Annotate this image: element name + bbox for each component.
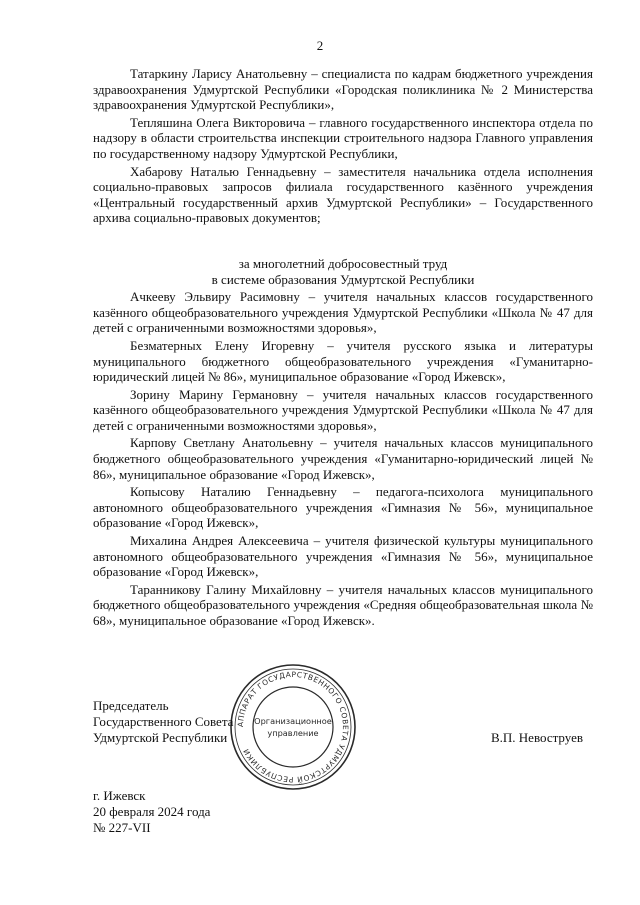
paragraph-kopysova: Копысову Наталию Геннадьевну – педагога-психолога муниципального автономного общеобразовательного учреждения «Гимназия № 56», муниципальное образование «Город Ижевск», [93,484,593,531]
paragraph-achkeeva: Ачкееву Эльвиру Расимовну – учителя начальных классов государственного казённого общеобразовательного учреждения Удмуртской Республики «Школа № 47 для детей с ограниченными возможностями здоровья», [93,289,593,336]
paragraph-tatarkina: Татаркину Ларису Анатольевну – специалиста по кадрам бюджетного учреждения здравоохранения Удмуртской Республики «Городская поликлиника № 2 Министерства здравоохранения Удмуртской Республики», [93,66,593,113]
paragraph-bezmaternykh: Безматерных Елену Игоревну – учителя русского языка и литературы муниципального бюджетного общеобразовательного учреждения «Гуманитарно-юридический лицей № 86», муниципальное образование «Город Ижевск», [93,337,593,385]
paragraph-karpova: Карпову Светлану Анатольевну – учителя начальных классов муниципального бюджетного общеобразовательного учреждения «Гуманитарно-юридический лицей № 86», муниципальное образование «Город Ижевск», [93,435,593,482]
section-heading-line-1: за многолетний добросовестный труд [238,255,448,271]
paragraph-mikhalin: Михалина Андрея Алексеевича – учителя физической культуры муниципального автономного общеобразовательного учреждения «Гимназия № 56», муниципальное образование «Город Ижевск», [93,533,593,580]
footer-city: г. Ижевск [93,788,146,803]
signature-block [93,698,593,746]
seal-center-line-1: Организационное [254,716,332,726]
signature-title-line-3: Удмуртской Республики [93,730,228,745]
seal-ring-textpath: АППАРАТ ГОСУДАРСТВЕННОГО СОВЕТА УДМУРТСКОЙ РЕСПУБЛИКИ [235,669,351,785]
footer-number: № 227-VII [93,820,151,835]
seal-center-line-2: управление [267,728,319,738]
paragraph-khabarova: Хабарову Наталью Геннадьевну – заместителя начальника отдела исполнения социально-правовых запросов филиала государственного казённого учреждения «Центральный государственный архив Удмуртской Республики» – Государственного архива социально-правовых документов; [93,163,593,226]
document-footer [93,788,210,836]
signature-title-line-1: Председатель [93,698,169,713]
paragraph-tarannikova: Таранникову Галину Михайловну – учителя начальных классов муниципального бюджетного общеобразовательного учреждения «Средняя общеобразовательная школа № 68», муниципальное образование «Город Ижевск». [93,581,593,628]
document-body [93,66,593,631]
signatory-name: В.П. Невоструев [490,730,583,745]
signature-title-line-2: Государственного Совета [93,714,234,729]
section-heading [93,256,593,287]
paragraph-teplyashin: Тепляшина Олега Викторовича – главного государственного инспектора отдела по надзору в области строительства инспекции строительного надзора Главного управления по государственному надзору Удмуртской Республики, [93,114,593,161]
footer-date: 20 февраля 2024 года [93,804,211,819]
section-heading-line-2: в системе образования Удмуртской Республики [211,271,475,287]
paragraph-zorina: Зорину Марину Германовну – учителя начальных классов государственного казённого общеобразовательного учреждения Удмуртской Республики «Школа № 47 для детей с ограниченными возможностями здоровья», [93,386,593,433]
page-number: 2 [316,38,324,53]
